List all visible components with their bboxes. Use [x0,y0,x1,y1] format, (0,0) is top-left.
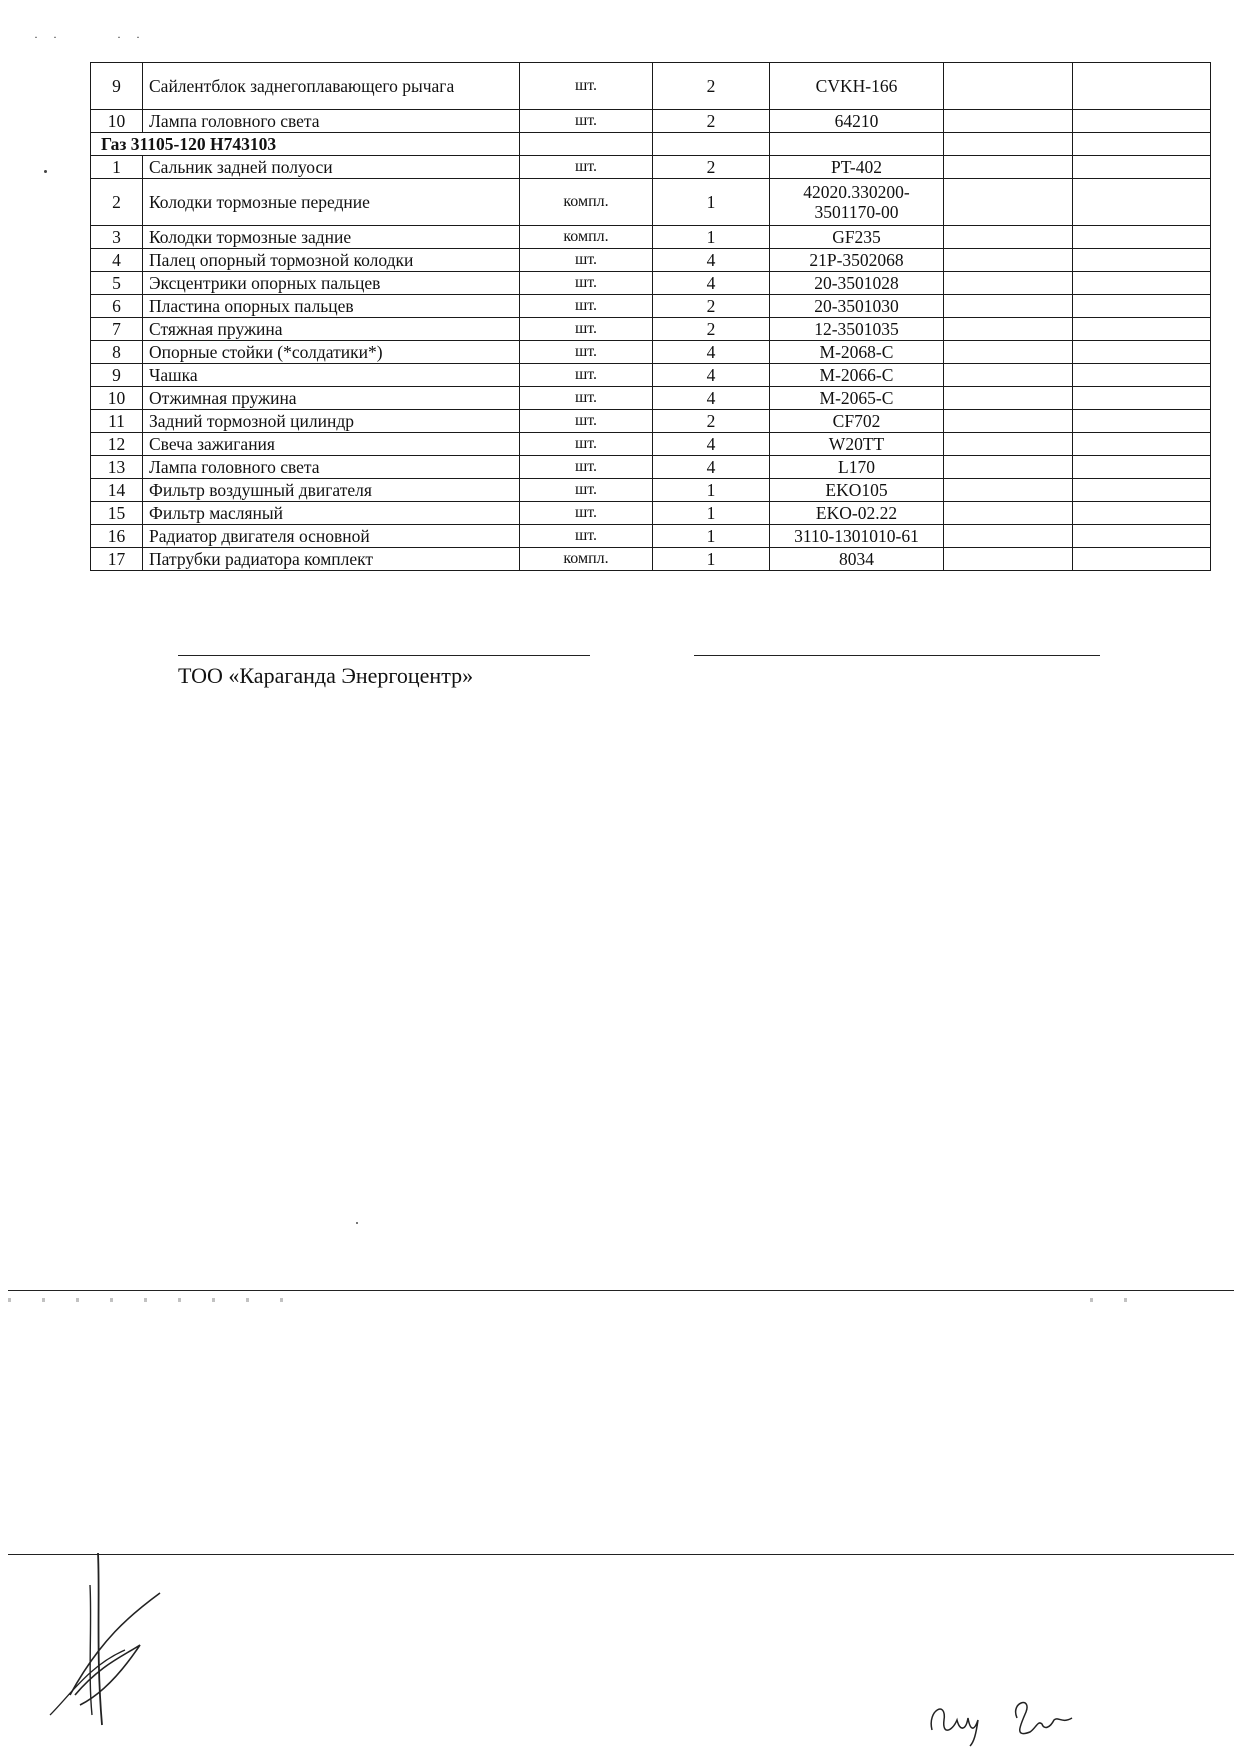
part-name: Лампа головного света [143,110,520,133]
part-code: GF235 [770,226,944,249]
unit-of-measure: шт. [520,156,653,179]
quantity: 1 [653,226,770,249]
empty-cell [944,410,1073,433]
row-number: 3 [91,226,143,249]
page-rule-upper [8,1290,1234,1291]
empty-cell [1073,479,1211,502]
part-code: 8034 [770,548,944,571]
part-name: Опорные стойки (*солдатики*) [143,341,520,364]
empty-cell [944,387,1073,410]
part-name: Чашка [143,364,520,387]
part-name: Фильтр воздушный двигателя [143,479,520,502]
table-row [91,226,1211,249]
table-row [91,295,1211,318]
quantity: 1 [653,479,770,502]
empty-cell [1073,179,1211,226]
part-name: Стяжная пружина [143,318,520,341]
part-code: 20-3501028 [770,272,944,295]
empty-cell [944,156,1073,179]
section-title: Газ 31105-120 Н743103 [91,133,520,156]
empty-cell [1073,341,1211,364]
unit-of-measure: шт. [520,110,653,133]
table-row [91,179,1211,226]
quantity: 1 [653,548,770,571]
part-code: PT-402 [770,156,944,179]
empty-cell [1073,156,1211,179]
quantity: 4 [653,456,770,479]
quantity: 1 [653,502,770,525]
unit-of-measure: шт. [520,272,653,295]
quantity: 4 [653,387,770,410]
empty-cell [944,341,1073,364]
row-number: 8 [91,341,143,364]
part-name: Задний тормозной цилиндр [143,410,520,433]
empty-cell [1073,387,1211,410]
part-code: 20-3501030 [770,295,944,318]
unit-of-measure: компл. [520,226,653,249]
empty-cell [944,525,1073,548]
part-code: M-2068-C [770,341,944,364]
quantity: 2 [653,156,770,179]
company-name: ТОО «Караганда Энергоцентр» [178,663,474,688]
unit-of-measure: шт. [520,410,653,433]
empty-cell [944,272,1073,295]
part-name: Сайлентблок заднегоплавающего рычага [143,63,520,110]
row-number: 9 [91,63,143,110]
table-row [91,479,1211,502]
part-code: L170 [770,456,944,479]
table-row [91,249,1211,272]
table-row [91,364,1211,387]
part-name: Сальник задней полуоси [143,156,520,179]
table-row [91,410,1211,433]
empty-cell [1073,272,1211,295]
table-row [91,548,1211,571]
row-number: 13 [91,456,143,479]
empty-cell [1073,318,1211,341]
table-row [91,341,1211,364]
parts-table-top-body [91,63,1211,133]
empty-cell [1073,548,1211,571]
unit-of-measure: шт. [520,456,653,479]
row-number: 4 [91,249,143,272]
quantity: 2 [653,110,770,133]
empty-cell [1073,63,1211,110]
table-row [91,272,1211,295]
scan-speck [44,170,47,173]
table-row [91,456,1211,479]
part-code: EKO-02.22 [770,502,944,525]
empty-cell [944,295,1073,318]
part-name: Палец опорный тормозной колодки [143,249,520,272]
unit-of-measure: шт. [520,63,653,110]
signature-line-left [178,655,590,656]
parts-table-main-body [91,156,1211,571]
part-code: CVKH-166 [770,63,944,110]
empty-cell [1073,525,1211,548]
unit-of-measure: шт. [520,479,653,502]
quantity: 1 [653,179,770,226]
empty-cell [1073,456,1211,479]
empty-cell [944,502,1073,525]
quantity: 2 [653,63,770,110]
row-number: 16 [91,525,143,548]
scan-artifact-dots [8,1298,308,1302]
quantity: 2 [653,295,770,318]
row-number: 1 [91,156,143,179]
empty-cell [944,133,1073,156]
row-number: 9 [91,364,143,387]
scan-corner-marks: · · · · [34,30,146,44]
quantity: 4 [653,341,770,364]
row-number: 7 [91,318,143,341]
part-code: 64210 [770,110,944,133]
section-header-row [91,133,1211,156]
table-row [91,63,1211,110]
part-name: Свеча зажигания [143,433,520,456]
empty-cell [1073,433,1211,456]
scan-speck [356,1222,358,1224]
part-code: CF702 [770,410,944,433]
empty-cell [520,133,653,156]
unit-of-measure: шт. [520,387,653,410]
parts-table [90,62,1211,571]
unit-of-measure: компл. [520,548,653,571]
parts-table-section-body [91,133,1211,156]
row-number: 2 [91,179,143,226]
empty-cell [1073,110,1211,133]
table-row [91,433,1211,456]
row-number: 17 [91,548,143,571]
quantity: 4 [653,249,770,272]
unit-of-measure: шт. [520,364,653,387]
unit-of-measure: компл. [520,179,653,226]
empty-cell [944,548,1073,571]
part-code: M-2065-C [770,387,944,410]
part-code: M-2066-C [770,364,944,387]
part-name: Патрубки радиатора комплект [143,548,520,571]
empty-cell [944,456,1073,479]
quantity: 2 [653,410,770,433]
part-name: Пластина опорных пальцев [143,295,520,318]
empty-cell [944,479,1073,502]
signature-line-right [694,655,1100,656]
row-number: 6 [91,295,143,318]
part-code: 3110-1301010-61 [770,525,944,548]
empty-cell [1073,502,1211,525]
row-number: 5 [91,272,143,295]
row-number: 10 [91,387,143,410]
empty-cell [944,110,1073,133]
table-row [91,525,1211,548]
signature-right [922,1690,1082,1750]
empty-cell [1073,133,1211,156]
scan-artifact-dots [1090,1298,1150,1302]
empty-cell [944,63,1073,110]
empty-cell [944,249,1073,272]
row-number: 11 [91,410,143,433]
empty-cell [1073,295,1211,318]
part-name: Лампа головного света [143,456,520,479]
row-number: 10 [91,110,143,133]
unit-of-measure: шт. [520,341,653,364]
quantity: 1 [653,525,770,548]
row-number: 15 [91,502,143,525]
part-code: 42020.330200-3501170-00 [770,179,944,226]
page-rule-lower [8,1554,1234,1555]
part-name: Фильтр масляный [143,502,520,525]
empty-cell [944,318,1073,341]
unit-of-measure: шт. [520,295,653,318]
empty-cell [944,226,1073,249]
unit-of-measure: шт. [520,502,653,525]
table-row [91,156,1211,179]
row-number: 12 [91,433,143,456]
part-code: W20TT [770,433,944,456]
empty-cell [770,133,944,156]
table-row [91,387,1211,410]
empty-cell [1073,249,1211,272]
empty-cell [1073,364,1211,387]
row-number: 14 [91,479,143,502]
empty-cell [944,179,1073,226]
quantity: 4 [653,364,770,387]
part-name: Отжимная пружина [143,387,520,410]
table-row [91,318,1211,341]
part-name: Колодки тормозные задние [143,226,520,249]
quantity: 4 [653,433,770,456]
empty-cell [944,433,1073,456]
part-name: Эксцентрики опорных пальцев [143,272,520,295]
part-name: Колодки тормозные передние [143,179,520,226]
empty-cell [653,133,770,156]
signature-left [30,1545,180,1745]
unit-of-measure: шт. [520,318,653,341]
part-name: Радиатор двигателя основной [143,525,520,548]
unit-of-measure: шт. [520,525,653,548]
empty-cell [1073,410,1211,433]
table-row [91,502,1211,525]
part-code: EKO105 [770,479,944,502]
quantity: 4 [653,272,770,295]
unit-of-measure: шт. [520,433,653,456]
empty-cell [1073,226,1211,249]
table-row [91,110,1211,133]
part-code: 21P-3502068 [770,249,944,272]
empty-cell [944,364,1073,387]
part-code: 12-3501035 [770,318,944,341]
quantity: 2 [653,318,770,341]
unit-of-measure: шт. [520,249,653,272]
